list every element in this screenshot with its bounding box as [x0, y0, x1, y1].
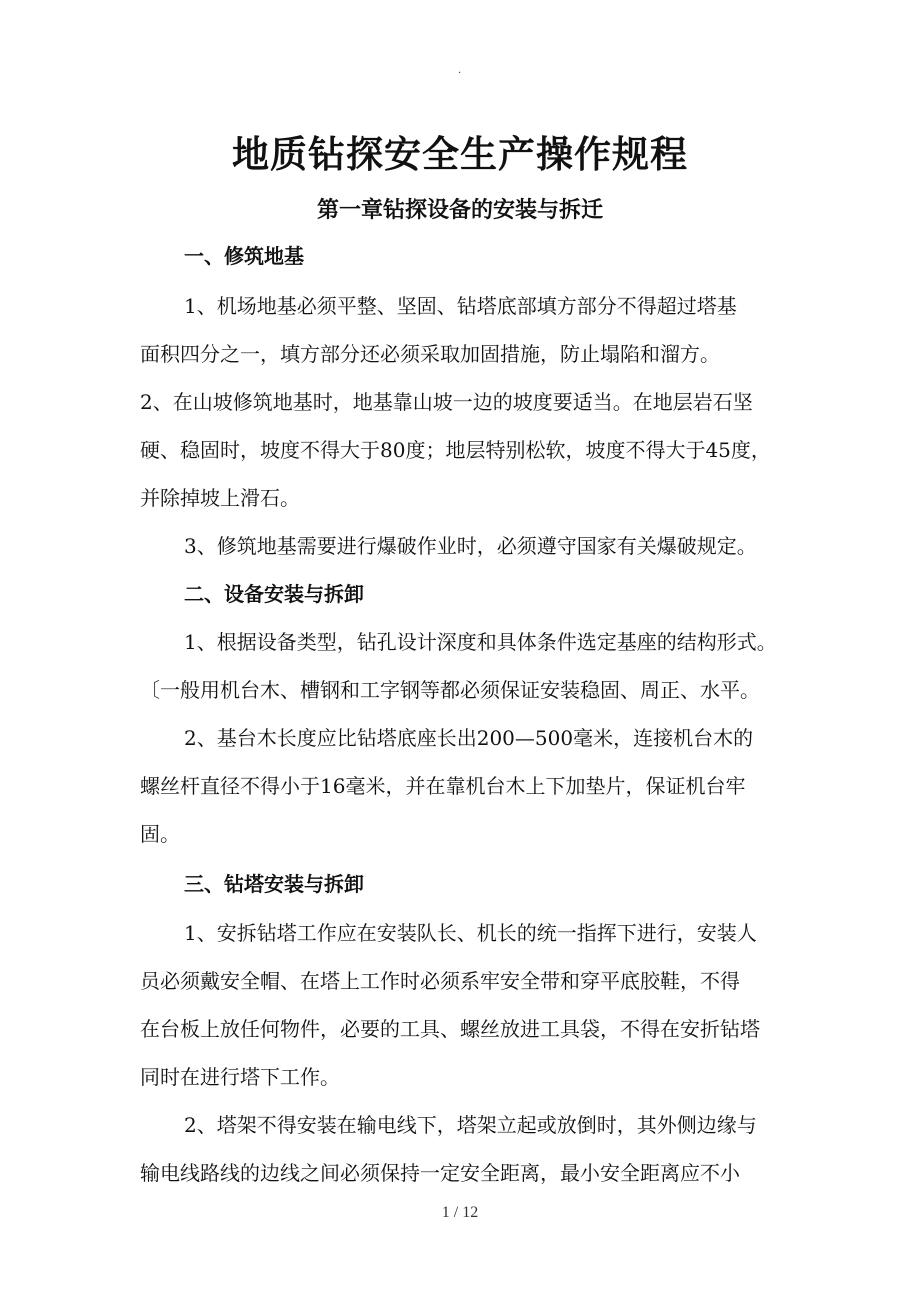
page-number: 1 / 12: [441, 1204, 479, 1221]
paragraph-line: 在台板上放任何物件，必要的工具、螺丝放进工具袋，不得在安折钻塔: [140, 1017, 760, 1041]
paragraph-line: 1、机场地基必须平整、坚固、钻塔底部填方部分不得超过塔基: [184, 294, 737, 318]
paragraph-line: 2、在山坡修筑地基时，地基靠山坡一边的坡度要适当。在地层岩石坚: [140, 390, 753, 414]
paragraph-line: 2、塔架不得安装在输电线下，塔架立起或放倒时，其外侧边缘与: [184, 1113, 757, 1137]
paragraph-line: 〔一般用机台木、槽钢和工字钢等都必须保证安装稳固、周正、水平。: [140, 678, 760, 702]
paragraph-line: 输电线路线的边线之间必须保持一定安全距离，最小安全距离应不小: [140, 1161, 740, 1185]
paragraph-line: 1、安拆钻塔工作应在安装队长、机长的统一指挥下进行，安装人: [184, 921, 757, 945]
paragraph-line: 螺丝杆直径不得小于16毫米，并在靠机台木上下加垫片，保证机台牢: [140, 774, 746, 798]
paragraph-line: 面积四分之一，填方部分还必须采取加固措施，防止塌陷和溜方。: [140, 342, 720, 366]
paragraph-line: 3、修筑地基需要进行爆破作业时，必须遵守国家有关爆破规定。: [184, 534, 757, 558]
paragraph-line: 2、基台木长度应比钻塔底座长出200—500毫米，连接机台木的: [184, 726, 754, 750]
page-mark: .: [458, 65, 462, 76]
paragraph-line: 1、根据设备类型，钻孔设计深度和具体条件选定基座的结构形式。: [184, 630, 777, 654]
paragraph-line: 并除掉坡上滑石。: [140, 486, 300, 510]
paragraph-line: 硬、稳固时，坡度不得大于80度；地层特别松软，坡度不得大于45度，: [140, 438, 771, 462]
section-heading-tower: 三、钻塔安装与拆卸: [184, 872, 364, 896]
section-heading-equipment: 二、设备安装与拆卸: [184, 582, 364, 606]
chapter-heading: 第一章钻探设备的安装与拆迁: [316, 197, 603, 223]
paragraph-line: 固。: [140, 822, 180, 846]
section-heading-foundation: 一、修筑地基: [184, 244, 304, 268]
paragraph-line: 同时在进行塔下工作。: [140, 1065, 340, 1089]
document-title: 地质钻探安全生产操作规程: [232, 132, 688, 176]
paragraph-line: 员必须戴安全帽、在塔上工作时必须系牢安全带和穿平底胶鞋，不得: [140, 969, 740, 993]
